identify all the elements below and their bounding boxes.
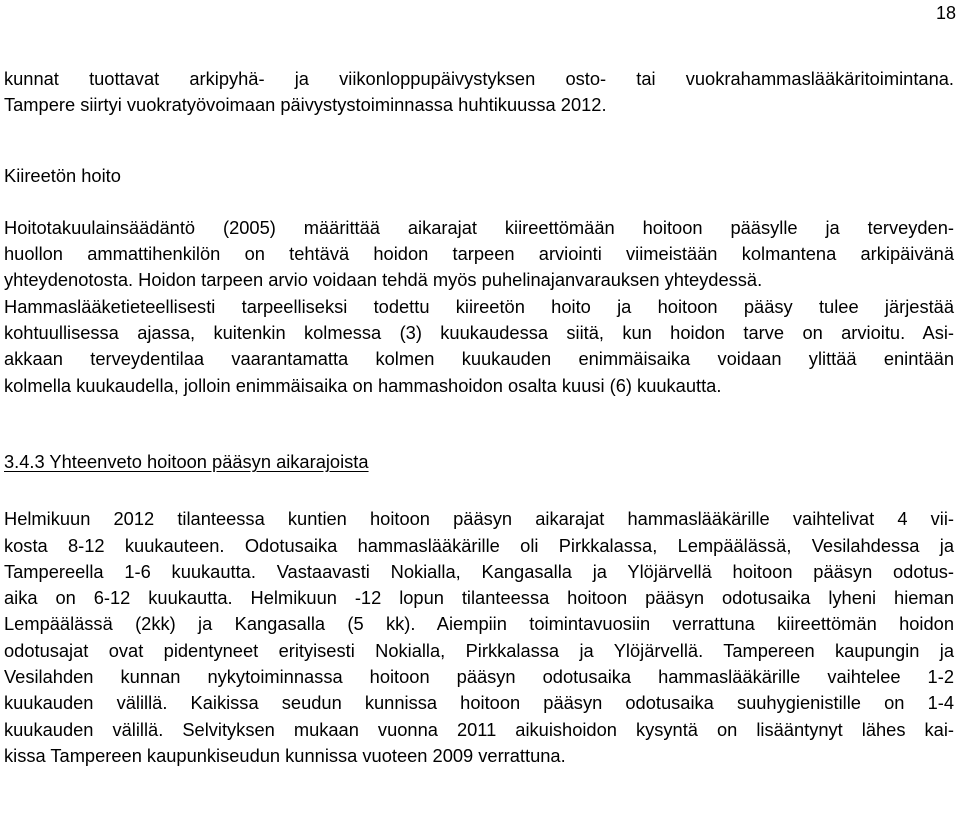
text-line: kuukauden välillä. Selvityksen mukaan vuonna 2011 aikuishoidon kysyntä on lisääntynyt lähes kai- bbox=[4, 718, 954, 740]
text-line: kohtuullisessa ajassa, kuitenkin kolmessa (3) kuukaudessa siitä, kun hoidon tarve on arvioitu. Asi- bbox=[4, 322, 954, 344]
intro-paragraph bbox=[4, 66, 954, 119]
text-line: Lempäälässä (2kk) ja Kangasalla (5 kk). Aiempiin toimintavuosiin verrattuna kiireettömän hoidon bbox=[4, 613, 954, 635]
text-line: Helmikuun 2012 tilanteessa kuntien hoitoon pääsyn aikarajat hammaslääkärille vaihtelivat 4 vii- bbox=[4, 508, 954, 530]
text-line: Hammaslääketieteellisesti tarpeelliseksi todettu kiireetön hoito ja hoitoon pääsy tulee järjestää bbox=[4, 295, 954, 317]
text-line: kuukauden välillä. Kaikissa seudun kunnissa hoitoon pääsyn odotusaika suuhygienistille on 1-4 bbox=[4, 692, 954, 714]
section-heading-kiireeton: Kiireetön hoito bbox=[4, 164, 121, 186]
text-line: kolmella kuukaudella, jolloin enimmäisaika on hammashoidon osalta kuusi (6) kuukautta. bbox=[4, 374, 722, 396]
text-line: Vesilahden kunnan nykytoiminnassa hoitoon pääsyn odotusaika hammaslääkärille vaihtelee 1-2 bbox=[4, 666, 954, 688]
text-line: kissa Tampereen kaupunkiseudun kunnissa vuoteen 2009 verrattuna. bbox=[4, 744, 566, 766]
text-line: akkaan terveydentilaa vaarantamatta kolmen kuukauden enimmäisaika voidaan ylittää enintään bbox=[4, 348, 954, 370]
text-line: Tampere siirtyi vuokratyövoimaan päivystystoiminnassa huhtikuussa 2012. bbox=[4, 94, 607, 116]
text-line: kosta 8-12 kuukauteen. Odotusaika hammaslääkärille oli Pirkkalassa, Lempäälässä, Vesilahdessa ja bbox=[4, 534, 954, 556]
text-line: kunnat tuottavat arkipyhä- ja viikonloppupäivystyksen osto- tai vuokrahammaslääkäritoimintana. bbox=[4, 68, 954, 89]
section-heading-yhteenveto: 3.4.3 Yhteenveto hoitoon pääsyn aikarajoista bbox=[4, 450, 369, 472]
page-number: 18 bbox=[935, 3, 956, 23]
text-line: aika on 6-12 kuukautta. Helmikuun -12 lopun tilanteessa hoitoon pääsyn odotusaika lyheni hieman bbox=[4, 587, 954, 609]
document-body bbox=[4, 66, 954, 769]
kiireeton-paragraph bbox=[4, 215, 954, 399]
text-line: odotusajat ovat pidentyneet erityisesti Nokialla, Pirkkalassa ja Ylöjärvellä. Tampereen kaupungin ja bbox=[4, 639, 954, 661]
text-line: Hoitotakuulainsäädäntö (2005) määrittää aikarajat kiireettömään hoitoon pääsylle ja terveyden- bbox=[4, 216, 954, 238]
text-line: yhteydenotosta. Hoidon tarpeen arvio voidaan tehdä myös puhelinajanvarauksen yhteydessä. bbox=[4, 269, 763, 291]
yhteenveto-paragraph bbox=[4, 506, 954, 769]
text-line: Tampereella 1-6 kuukautta. Vastaavasti Nokialla, Kangasalla ja Ylöjärvellä hoitoon pääsyn odotus- bbox=[4, 560, 954, 582]
text-line: huollon ammattihenkilön on tehtävä hoidon tarpeen arviointi viimeistään kolmantena arkipäivänä bbox=[4, 243, 954, 265]
